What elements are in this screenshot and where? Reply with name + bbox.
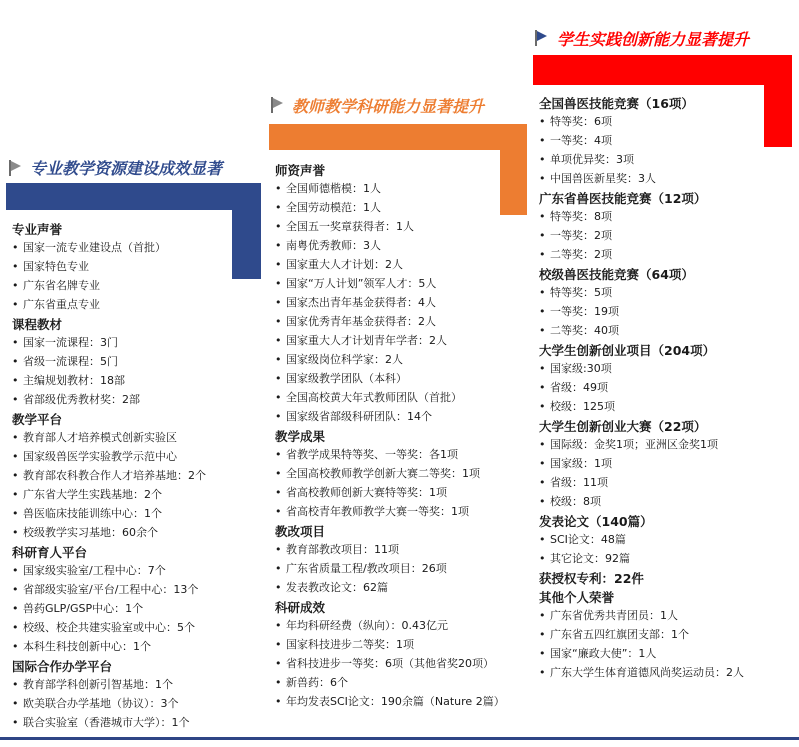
list-item: • 国家级兽医学实验教学示范中心 (12, 447, 237, 466)
list-item: • 国家级:30项 (539, 359, 764, 378)
section (539, 419, 764, 511)
list-item: • 省部级优秀教材奖：2部 (12, 390, 237, 409)
column-content (12, 219, 237, 732)
section (12, 317, 237, 409)
section-heading: 大学生创新创业大赛（22项） (539, 419, 707, 434)
section (539, 96, 764, 188)
section-heading: 师资声誉 (275, 163, 326, 178)
list-item: • 二等奖：2项 (539, 245, 764, 264)
section (539, 343, 764, 416)
list-item: • 中国兽医新星奖：3人 (539, 169, 764, 188)
column-header-bar-vertical (764, 85, 792, 147)
list-item: • 联合实验室（香港城市大学）：1个 (12, 713, 237, 732)
list-item: • 教育部学科创新引智基地：1个 (12, 675, 237, 694)
list-item: • 全国高校教师教学创新大赛二等奖：1项 (275, 464, 500, 483)
list-item: • 其它论文：92篇 (539, 549, 764, 568)
list-item: • 发表教改论文：62篇 (275, 578, 500, 597)
list-item: • 国家杰出青年基金获得者：4人 (275, 293, 500, 312)
list-item: • 本科生科技创新中心：1个 (12, 637, 237, 656)
list-item: • SCI论文：48篇 (539, 530, 764, 549)
column-content (539, 93, 764, 682)
section-heading: 广东省兽医技能竞赛（12项） (539, 191, 707, 206)
list-item: • 省级：49项 (539, 378, 764, 397)
list-item: • 年均发表SCI论文：190余篇（Nature 2篇） (275, 692, 500, 711)
list-item: • 兽医临床技能训练中心：1个 (12, 504, 237, 523)
section-heading: 专业声誉 (12, 222, 63, 237)
list-item: • 校级、校企共建实验室或中心：5个 (12, 618, 237, 637)
column-header-bar (6, 183, 261, 210)
list-item: • 广东省优秀共青团员：1人 (539, 606, 764, 625)
section-heading: 教学成果 (275, 429, 326, 444)
column-header-bar-vertical (500, 150, 527, 215)
section (12, 412, 237, 542)
list-item: • 国家重大人才计划青年学者：2人 (275, 331, 500, 350)
list-item: • 省级一流课程：5门 (12, 352, 237, 371)
list-item: • 省部级实验室/平台/工程中心：13个 (12, 580, 237, 599)
flag-icon (9, 160, 23, 176)
section (539, 514, 764, 568)
flag-icon (271, 97, 285, 113)
section-heading: 教改项目 (275, 524, 326, 539)
list-item: • 一等奖：4项 (539, 131, 764, 150)
section (12, 222, 237, 314)
section-heading: 大学生创新创业项目（204项） (539, 343, 716, 358)
section (275, 600, 505, 711)
list-item: • 全国五一奖章获得者：1人 (275, 217, 500, 236)
list-item: • 广东省重点专业 (12, 295, 237, 314)
list-item: • 国际级：金奖1项；亚洲区金奖1项 (539, 435, 764, 454)
list-item: • 国家级岗位科学家：2人 (275, 350, 500, 369)
list-item: • 广东大学生体育道德风尚奖运动员：2人 (539, 663, 764, 682)
section (12, 659, 237, 732)
list-item: • 新兽药：6个 (275, 673, 500, 692)
list-item: • 一等奖：2项 (539, 226, 764, 245)
list-item: • 全国师德楷模：1人 (275, 179, 500, 198)
list-item: • 校级：125项 (539, 397, 764, 416)
section (539, 590, 764, 682)
list-item: • 南粤优秀教师：3人 (275, 236, 500, 255)
list-item: • 兽药GLP/GSP中心：1个 (12, 599, 237, 618)
list-item: • 教育部教改项目：11项 (275, 540, 500, 559)
list-item: • 省高校青年教师教学大赛一等奖：1项 (275, 502, 500, 521)
list-item: • 国家一流专业建设点（首批） (12, 238, 237, 257)
section-heading: 课程教材 (12, 317, 63, 332)
list-item: • 一等奖：19项 (539, 302, 764, 321)
list-item: • 校级：8项 (539, 492, 764, 511)
list-item: • 国家级教学团队（本科） (275, 369, 500, 388)
list-item: • 全国劳动模范：1人 (275, 198, 500, 217)
list-item: • 国家特色专业 (12, 257, 237, 276)
list-item: • 国家“廉政大使”：1人 (539, 644, 764, 663)
list-item: • 主编规划教材：18部 (12, 371, 237, 390)
column-title: 教师教学科研能力显著提升 (292, 97, 485, 116)
section (275, 524, 500, 597)
list-item: • 二等奖：40项 (539, 321, 764, 340)
bottom-divider (0, 737, 799, 740)
column-header-bar (269, 124, 527, 150)
list-item: • 国家级省部级科研团队：14个 (275, 407, 500, 426)
section-heading: 获授权专利：22件 (539, 571, 644, 586)
list-item: • 校级教学实习基地：60余个 (12, 523, 237, 542)
list-item: • 广东省名牌专业 (12, 276, 237, 295)
section-heading: 科研育人平台 (12, 545, 88, 560)
list-item: • 省级：11项 (539, 473, 764, 492)
section-heading: 校级兽医技能竞赛（64项） (539, 267, 694, 282)
list-item: • 欧美联合办学基地（协议）：3个 (12, 694, 237, 713)
section (275, 163, 500, 426)
list-item: • 国家级实验室/工程中心：7个 (12, 561, 237, 580)
list-item: • 广东省大学生实践基地：2个 (12, 485, 237, 504)
list-item: • 广东省五四红旗团支部：1个 (539, 625, 764, 644)
list-item: • 国家科技进步二等奖：1项 (275, 635, 500, 654)
section-heading: 科研成效 (275, 600, 326, 615)
column-title: 专业教学资源建设成效显著 (30, 159, 223, 178)
column-header-bar (533, 55, 792, 85)
list-item: • 特等奖：5项 (539, 283, 764, 302)
list-item: • 特等奖：6项 (539, 112, 764, 131)
section-heading: 发表论文（140篇） (539, 514, 653, 529)
list-item: • 省高校教师创新大赛特等奖：1项 (275, 483, 500, 502)
list-item: • 国家一流课程：3门 (12, 333, 237, 352)
list-item: • 国家优秀青年基金获得者：2人 (275, 312, 500, 331)
section-heading: 全国兽医技能竞赛（16项） (539, 96, 694, 111)
section (539, 267, 764, 340)
list-item: • 国家重大人才计划：2人 (275, 255, 500, 274)
section-heading: 国际合作办学平台 (12, 659, 113, 674)
column-title: 学生实践创新能力显著提升 (557, 30, 750, 49)
section (539, 191, 764, 264)
section-heading: 其他个人荣誉 (539, 590, 615, 605)
list-item: • 省科技进步一等奖：6项（其他省奖20项） (275, 654, 500, 673)
section (12, 545, 237, 656)
list-item: • 年均科研经费（纵向）：0.43亿元 (275, 616, 500, 635)
list-item: • 教育部人才培养模式创新实验区 (12, 428, 237, 447)
list-item: • 国家“万人计划”领军人才：5人 (275, 274, 500, 293)
section-heading: 教学平台 (12, 412, 63, 427)
list-item: • 全国高校黄大年式教师团队（首批） (275, 388, 500, 407)
list-item: • 单项优异奖：3项 (539, 150, 764, 169)
list-item: • 广东省质量工程/教改项目：26项 (275, 559, 500, 578)
section (539, 571, 764, 587)
section (275, 429, 500, 521)
flag-icon (535, 30, 549, 46)
column-content (275, 160, 505, 711)
list-item: • 省教学成果特等奖、一等奖：各1项 (275, 445, 500, 464)
list-item: • 国家级：1项 (539, 454, 764, 473)
list-item: • 教育部农科教合作人才培养基地：2个 (12, 466, 237, 485)
list-item: • 特等奖：8项 (539, 207, 764, 226)
